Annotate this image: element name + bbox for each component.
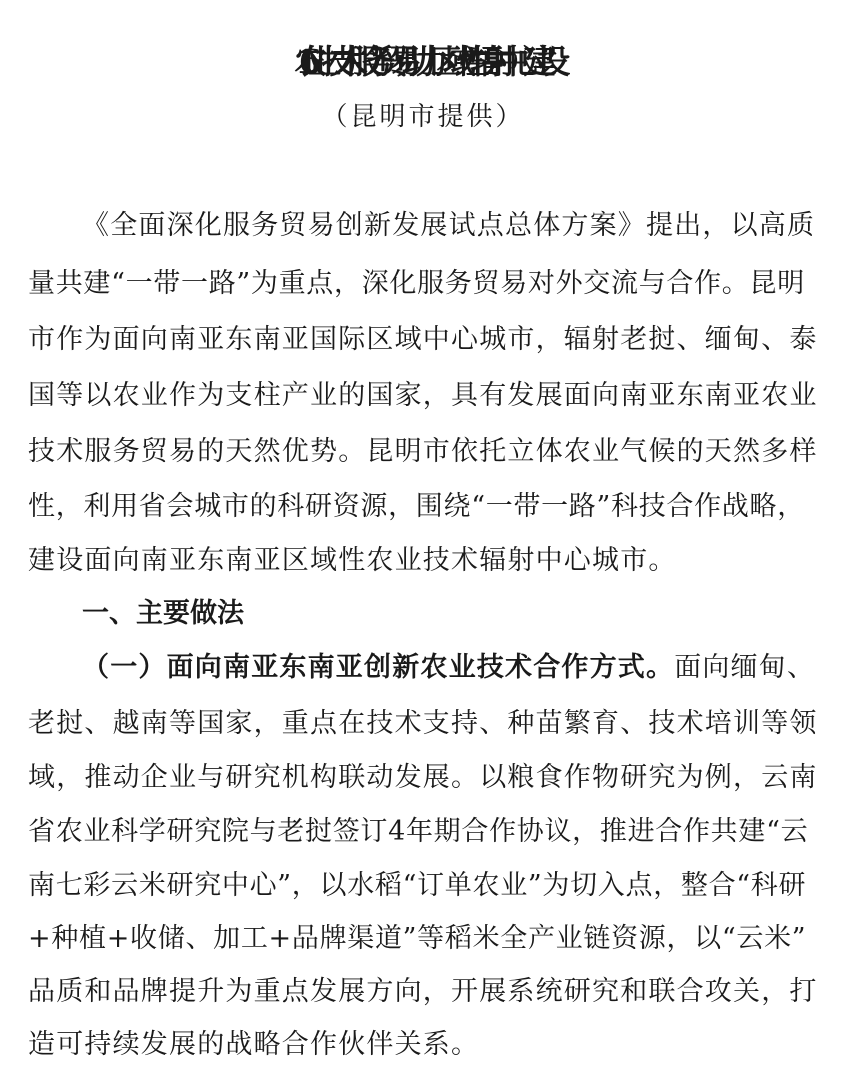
subsection-line: 域，推动企业与研究机构联动发展。以粮食作物研究为例，云南 <box>28 762 818 793</box>
intro-line: 《全面深化服务贸易创新发展试点总体方案》提出，以高质 <box>82 210 816 241</box>
intro-line: 市作为面向南亚东南亚国际区域中心城市，辐射老挝、缅甸、泰 <box>28 324 818 355</box>
subsection-line: 造可持续发展的战略合作伙伴关系。 <box>28 1029 480 1060</box>
subsection-first-line <box>82 648 815 688</box>
subsection-line: 省农业科学研究院与老挝签订4年期合作协议，推进合作共建“云 <box>28 816 809 847</box>
subsection-line: 品质和品牌提升为重点发展方向，开展系统研究和联合攻关，打 <box>28 976 818 1007</box>
section-heading: 一、主要做法 <box>82 598 244 629</box>
subsection-first-line-rest: 面向缅甸、 <box>674 652 816 683</box>
page-title: 16.农业技术服务贸易助力区域性辐射中心建设 <box>295 42 551 81</box>
intro-line: 技术服务贸易的天然优势。昆明市依托立体农业气候的天然多样 <box>28 436 818 467</box>
intro-line: 建设面向南亚东南亚区域性农业技术辐射中心城市。 <box>28 545 677 576</box>
subsection-line: +种植+收储、加工+品牌渠道”等稻米全产业链资源，以“云米” <box>28 923 807 954</box>
subsection-line: 老挝、越南等国家，重点在技术支持、种苗繁育、技术培训等领 <box>28 708 818 739</box>
subsection-lead: （一）面向南亚东南亚创新农业技术合作方式。 <box>82 652 675 683</box>
intro-line: 量共建“一带一路”为重点，深化服务贸易对外交流与合作。昆明 <box>28 268 805 299</box>
subsection-line: 南七彩云米研究中心”，以水稻“订单农业”为切入点，整合“科研 <box>28 870 807 901</box>
page-subtitle: （昆明市提供） <box>321 102 525 132</box>
intro-line: 性，利用省会城市的科研资源，围绕“一带一路”科技合作战略， <box>28 491 805 522</box>
intro-line: 国等以农业作为支柱产业的国家，具有发展面向南亚东南亚农业 <box>28 380 818 411</box>
